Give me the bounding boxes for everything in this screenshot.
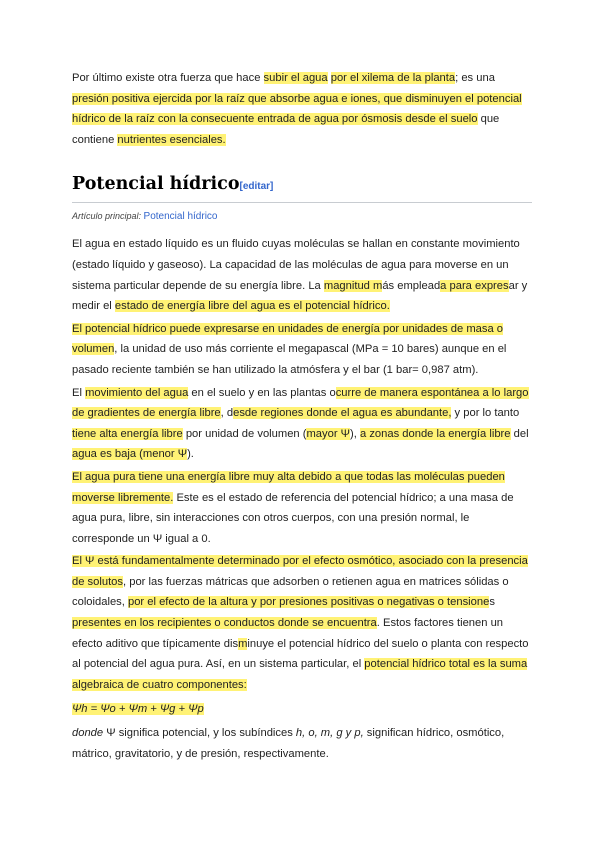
highlight: subir el agua [263, 72, 328, 84]
formula: Ψh = Ψo + Ψm + Ψg + Ψp [72, 703, 204, 716]
paragraph-legend: donde Ψ significa potencial, y los subíndices h, o, m, g y p, significan hídrico, osmótico, mátrico, gravitatorio, y de presión, respectivamente. [72, 727, 505, 761]
paragraph-units: El potencial hídrico puede expresarse en unidades de energía por unidades de masa o volumen, la unidad de uso más corriente el megapascal (MPa = 10 bares) aunque en el pasado reciente también se han utilizado la atmósfera y el bar (1 bar= 0,987 atm). [72, 322, 507, 376]
highlight: nutrientes esenciales. [117, 133, 226, 146]
main-article-link[interactable]: Potencial hídrico [143, 211, 218, 223]
section-title: Potencial hídrico [72, 174, 240, 195]
paragraph-pure-water: El agua pura tiene una energía libre muy alta debido a que todas las moléculas pueden moverse libremente. Este es el estado de referencia del potencial hídrico; a una masa de agua pura, libre, sin interacciones con otros cuerpos, con una presión normal, le corresponde un Ψ igual a 0. [72, 470, 514, 545]
main-article-note [72, 209, 532, 224]
paragraph-movement: El movimiento del agua en el suelo y en las plantas ocurre de manera espontánea a lo largo de gradientes de energía libre, desde regiones donde el agua es abundante, y por lo tanto tiene alta energía libre por unidad de volumen (mayor Ψ), a zonas donde la energía libre del agua es baja (menor Ψ). [72, 386, 529, 461]
highlight: por el xilema de la planta [330, 72, 456, 84]
highlight: presión positiva ejercida por la raíz que absorbe agua e iones, que disminuyen el potencial hídrico de la raíz con la consecuente entrada de agua por ósmosis desde el suelo [72, 92, 522, 126]
document-page [72, 68, 532, 765]
main-article-label: Artículo principal: [72, 211, 142, 222]
intro-paragraph: Por último existe otra fuerza que hace subir el agua por el xilema de la planta; es una presión positiva ejercida por la raíz que absorbe agua e iones, que disminuyen el potencial hídrico de la raíz con la consecuente entrada de agua por ósmosis desde el suelo que contiene nutrientes esenciales. [72, 72, 522, 146]
edit-link[interactable]: [editar] [239, 181, 274, 193]
paragraph-components: El Ψ está fundamentalmente determinado por el efecto osmótico, asociado con la presencia de solutos, por las fuerzas mátricas que adsorben o retienen agua en matrices sólidas o coloidales, por el efecto de la altura y por presiones positivas o negativas o tensiones presentes en los recipientes o conductos donde se encuentra. Estos factores tienen un efecto aditivo que típicamente disminuye el potencial hídrico del suelo o planta con respecto al potencial del agua pura. Así, en un sistema particular, el potencial hídrico total es la suma algebraica de cuatro componentes: [72, 555, 529, 691]
section-heading [72, 172, 532, 203]
paragraph-energy: El agua en estado líquido es un fluido cuyas moléculas se hallan en constante movimiento (estado líquido y gaseoso). La capacidad de las moléculas de agua para moverse en un sistema particular depende de su energía libre. La magnitud más empleada para expresar y medir el estado de energía libre del agua es el potencial hídrico. [72, 238, 528, 313]
